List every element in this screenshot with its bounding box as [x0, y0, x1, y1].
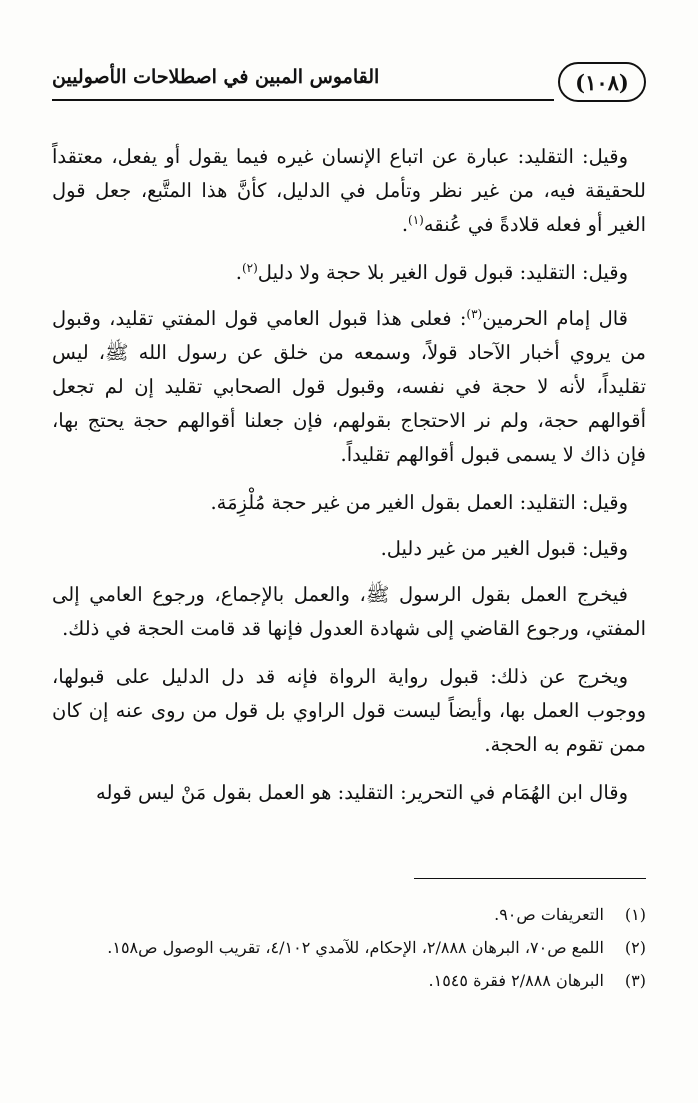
- paragraph-7: ويخرج عن ذلك: قبول رواية الرواة فإنه قد دل الدليل على قبولها، ووجوب العمل بها، وأيضاً ليست قول الراوي بل قول من روى عنه إن كان ممن تقوم به الحجة.: [52, 665, 646, 756]
- footnote-ref-1[interactable]: (١): [408, 213, 424, 227]
- footnote-ref-3[interactable]: (٣): [466, 307, 483, 321]
- footnote-2: [52, 933, 646, 962]
- footnote-number: (١): [624, 905, 646, 924]
- main-text: [52, 140, 646, 824]
- paragraph-5: وقيل: قبول الغير من غير دليل.: [380, 537, 628, 560]
- footnote-number: (٣): [624, 971, 646, 990]
- header-rule: [52, 99, 554, 101]
- paragraph-1: وقيل: التقليد: عبارة عن اتباع الإنسان غيره فيما يقول أو يفعل، معتقداً للحقيقة فيه، من غير نظر وتأمل في الدليل، كأنَّ هذا المتَّبع، جعل قول الغير أو فعله قلادةً في عُنقه$^{(١)}$.: [52, 145, 646, 236]
- paragraph-3: قال إمام الحرمين$^{(٣)}$: فعلى هذا قبول العامي قول المفتي تقليد، وقبول من يروي أخبار الآحاد قولاً، وسمعه من خلق عن رسول الله ﷺ، ليس تقليداً، لأنه لا حجة في نفسه، وقبول قول الصحابي تقليد إن لم تجعل أقوالهم حجة، ولم نر الاحتجاج بقولهم، فإن جعلنا أقوالهم حجة يحتج بها، فإن ذاك لا يسمى قبول أقوالهم تقليداً.: [52, 307, 646, 466]
- paragraph-4: وقيل: التقليد: العمل بقول الغير من غير حجة مُلْزِمَة.: [210, 491, 628, 514]
- footnote-text: اللمع ص٧٠، البرهان ٢/٨٨٨، الإحكام، للآمدي ٤/١٠٢، تقريب الوصول ص١٥٨.: [107, 938, 604, 957]
- page-header: [52, 62, 646, 108]
- footnote-1: [52, 900, 646, 929]
- footnotes: [52, 900, 646, 999]
- footnote-text: البرهان ٢/٨٨٨ فقرة ١٥٤٥.: [428, 971, 604, 990]
- paragraph-8: وقال ابن الهُمَام في التحرير: التقليد: هو العمل بقول مَنْ ليس قوله: [96, 781, 628, 804]
- running-title: القاموس المبين في اصطلاحات الأصوليين: [52, 66, 380, 88]
- footnote-ref-2[interactable]: (٢): [241, 261, 258, 275]
- footnote-separator: [414, 878, 646, 879]
- page-number: (١٠٨): [558, 62, 646, 102]
- footnote-3: [52, 966, 646, 995]
- footnote-number: (٢): [624, 938, 646, 957]
- footnote-text: التعريفات ص٩٠.: [494, 905, 604, 924]
- paragraph-2: وقيل: التقليد: قبول قول الغير بلا حجة ولا دليل$^{(٢)}$.: [235, 261, 628, 284]
- paragraph-6: فيخرج العمل بقول الرسول ﷺ، والعمل بالإجماع، ورجوع العامي إلى المفتي، ورجوع القاضي إلى شهادة العدول فإنها قد قامت الحجة في ذلك.: [52, 583, 646, 640]
